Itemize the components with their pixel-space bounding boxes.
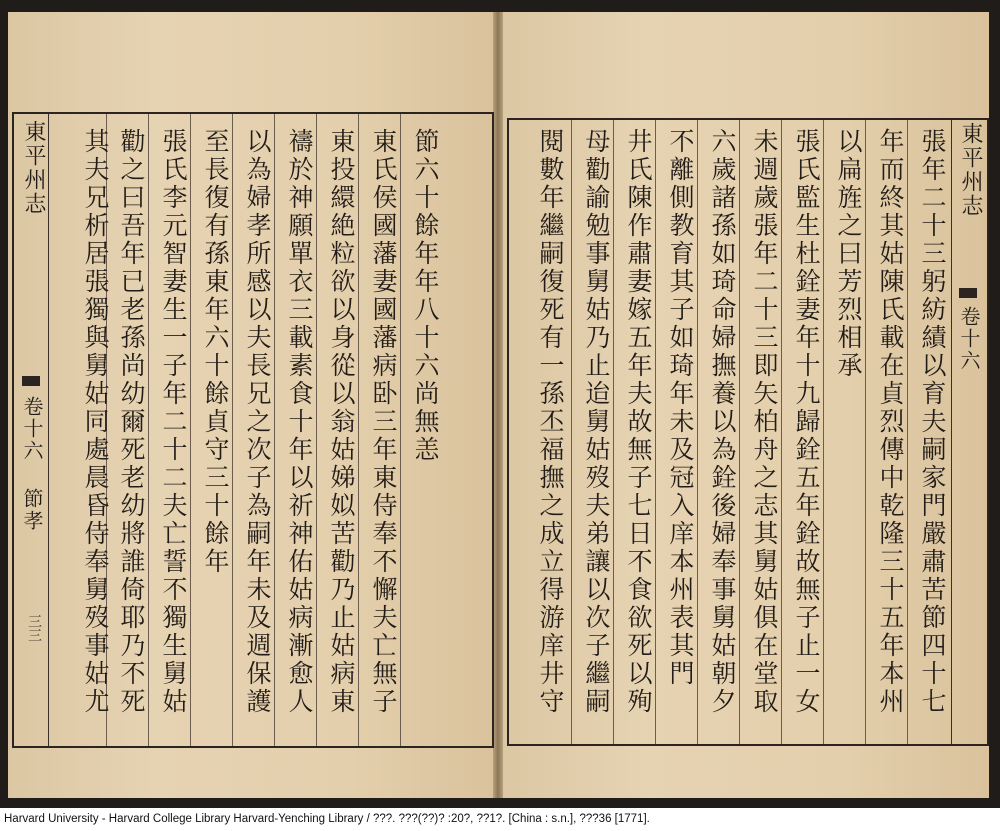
right-column-7: 不離側教育其子如琦年未及冠入庠本州表其門 — [666, 128, 695, 688]
left-section-label: 卷十六 節孝 — [20, 396, 44, 532]
right-column-10: 閱數年繼嗣復死有一孫丕福撫之成立得游庠井守 — [536, 128, 565, 716]
right-column-3: 以扁旌之曰芳烈相承 — [834, 128, 863, 380]
left-column-5: 以為婦孝所感以夫長兄之次子為嗣年未及週保護 — [243, 128, 272, 716]
left-text-frame — [12, 112, 494, 748]
left-column-9: 其夫兄析居張獨與舅姑同處晨昏侍奉舅歿事姑尤 — [81, 128, 110, 716]
right-column-1: 張年二十三躬紡績以育夫嗣家門嚴肅苦節四十七 — [918, 128, 947, 716]
right-section-label: 卷十六 — [957, 306, 981, 372]
right-column-9: 母勸諭勉事舅姑乃止迨舅姑歿夫弟讓以次子繼嗣 — [582, 128, 611, 716]
right-text-frame — [507, 118, 989, 746]
left-column-8: 勸之曰吾年已老孫尚幼爾死老幼將誰倚耶乃不死 — [117, 128, 146, 716]
left-column-7: 張氏李元智妻生一子年二十二夫亡誓不獨生舅姑 — [159, 128, 188, 716]
left-column-2: 東氏侯國藩妻國藩病卧三年東侍奉不懈夫亡無子 — [369, 128, 398, 716]
fish-tail-mark — [959, 288, 977, 298]
left-column-1: 節六十餘年年八十六尚無恙 — [411, 128, 440, 464]
archive-caption: Harvard University - Harvard College Library Harvard-Yenching Library / ???. ???(??)? :20?, ??1?. [China : s.n.], ???36 [1771]. — [0, 808, 1000, 831]
fish-tail-mark — [22, 376, 40, 386]
left-header-title: 東平州志 — [21, 120, 46, 216]
right-column-8: 井氏陳作肅妻嫁五年夫故無子七日不食欲死以殉 — [624, 128, 653, 716]
right-column-5: 未週歲張年二十三即矢柏舟之志其舅姑俱在堂取 — [750, 128, 779, 716]
left-folio-number: 三三 — [26, 614, 42, 642]
left-column-6: 至長復有孫東年六十餘貞守三十餘年 — [201, 128, 230, 576]
right-column-4: 張氏監生杜銓妻年十九歸銓五年銓故無子止一女 — [792, 128, 821, 716]
right-header-title: 東平州志 — [958, 122, 983, 218]
right-column-2: 年而終其姑陳氏載在貞烈傳中乾隆三十五年本州 — [876, 128, 905, 716]
left-column-3: 東投繯絶粒欲以身從以翁姑娣姒苦勸乃止姑病東 — [327, 128, 356, 716]
column-rule — [571, 120, 572, 744]
left-column-4: 禱於神願單衣三載素食十年以祈神佑姑病漸愈人 — [285, 128, 314, 716]
right-column-6: 六歲諸孫如琦命婦撫養以為銓後婦奉事舅姑朝夕 — [708, 128, 737, 716]
right-margin-rule — [951, 120, 952, 744]
book-gutter — [493, 12, 503, 798]
